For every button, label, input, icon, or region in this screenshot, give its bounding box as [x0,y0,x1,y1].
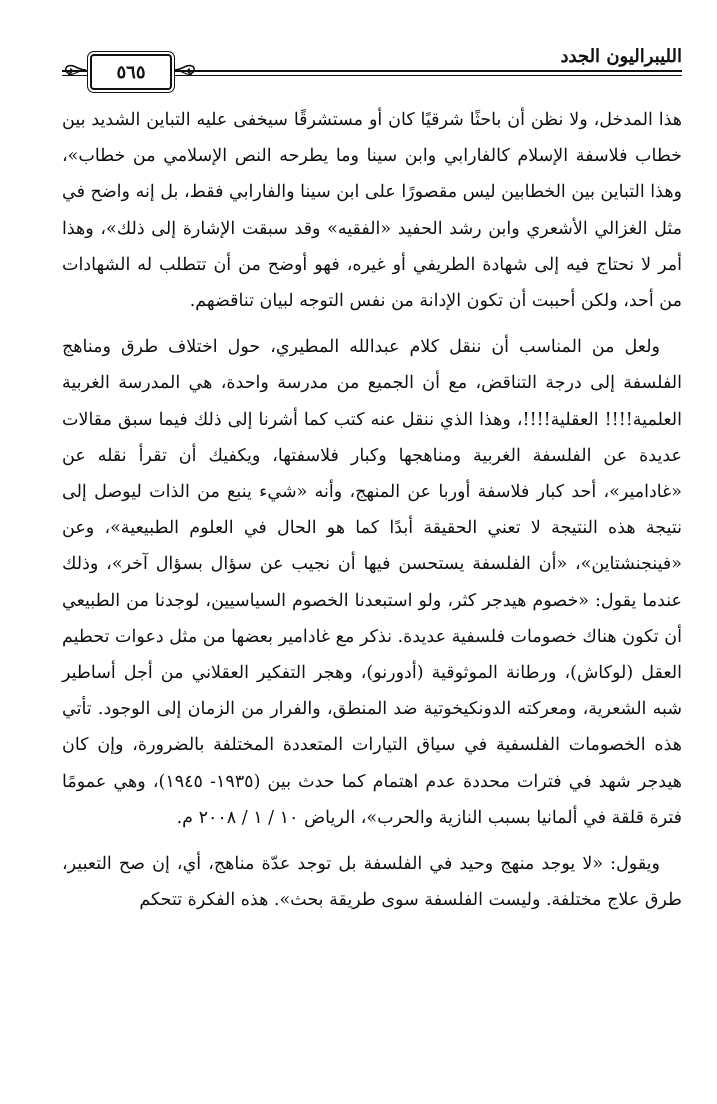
paragraph-3: ويقول: «لا يوجد منهج وحيد في الفلسفة بل توجد عدّة مناهج، أي، إن صح التعبير، طرق علاج مختلفة. وليست الفلسفة سوى طريقة بحث». هذه الفكرة تتحكم [62,854,682,911]
page-number-frame [90,54,172,90]
running-title: الليبراليون الجدد [560,46,682,67]
book-page [62,40,682,1080]
left-flourish-icon [64,60,86,80]
body-text [62,102,682,918]
right-flourish-icon [174,60,196,80]
paragraph-1: هذا المدخل، ولا نظن أن باحثًا شرقيًا كان أو مستشرقًا سيخفى عليه التباين الشديد بين خطاب فلاسفة الإسلام كالفارابي وابن سينا وما يطرحه النص الإسلامي من خطاب»، وهذا التباين بين الخطابين ليس مقصورًا على ابن سينا والفارابي فقط، بل إنه واضح في مثل الغزالي الأشعري وابن رشد الحفيد «الفقيه» وقد سبقت الإشارة إلى ذلك»، وهذا أمر لا نحتاج فيه إلى شهادة الطريفي أو غيره، فهو أوضح من أن تتطلب له الشهادات من أحد، ولكن أحببت أن تكون الإدانة من نفس التوجه لبيان تناقضهم. [62,110,682,312]
page-header [62,40,682,90]
paragraph-2: ولعل من المناسب أن ننقل كلام عبدالله المطيري، حول اختلاف طرق ومناهج الفلسفة إلى درجة التناقض، مع أن الجميع من مدرسة واحدة، هي المدرسة الغربية العلمية!!!! العقلية!!!!، وهذا الذي ننقل عنه كتب كما أشرنا إلى ذلك فيما سبق مقالات عديدة عن الفلسفة الغربية ومناهجها وكبار فلاسفتها، ويكفيك أن تقرأ نقله عن «غادامير»، أحد كبار فلاسفة أوربا عن المنهج، وأنه «شيء ينبع من الذات ليوصل إلى نتيجة هذه النتيجة لا تعني الحقيقة أبدًا كما هو الحال في العلوم الطبيعية»، وعن «فينجنشتاين»، «أن الفلسفة يستحسن فيها أن نجيب عن سؤال بسؤال آخر»، وذلك عندما يقول: «خصوم هيدجر كثر، ولو استبعدنا الخصوم السياسيين، لوجدنا من الطبيعي أن تكون هناك خصومات فلسفية عديدة. نذكر مع غادامير بعضها من مثل دعوات تحطيم العقل (لوكاش)، ورطانة الموثوقية (أدورنو)، وهجر التفكير العقلاني من أجل أساطير شبه الشعرية، ومعركته الدونكيخوتية ضد المنطق، والفرار من الزمان إلى الوجود. تأتي هذه الخصومات الفلسفية في سياق التيارات المتعددة المختلفة بالضرورة، وإن كان هيدجر شهد في فترات محددة عدم اهتمام كما حدث بين (١٩٣٥- ١٩٤٥)، وهي عمومًا فترة قلقة في ألمانيا بسبب النازية والحرب»، الرياض ١٠ / ١ / ٢٠٠٨ م. [62,337,682,828]
page-number: ٥٦٥ [116,61,146,83]
